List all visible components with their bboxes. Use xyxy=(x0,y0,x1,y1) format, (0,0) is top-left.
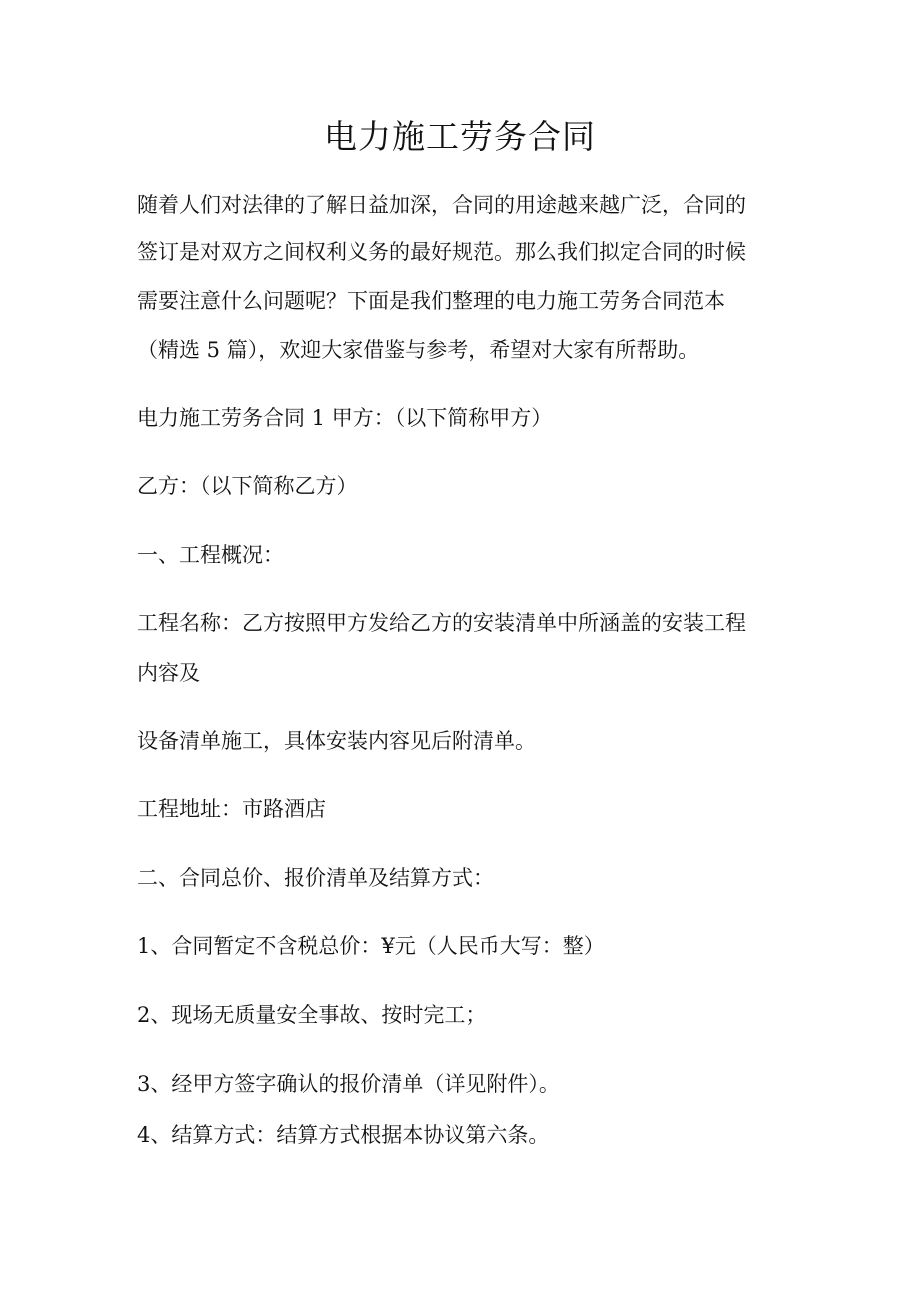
document-title: 电力施工劳务合同 xyxy=(324,117,596,156)
project-name-line-1: 工程名称：乙方按照甲方发给乙方的安装清单中所涵盖的安装工程 xyxy=(137,611,746,635)
clause-3: 3、经甲方签字确认的报价清单（详见附件）。 xyxy=(137,1072,560,1096)
clause-4: 4、结算方式：结算方式根据本协议第六条。 xyxy=(137,1123,550,1147)
section-two-heading: 二、合同总价、报价清单及结算方式： xyxy=(137,866,494,890)
intro-line-2: 签订是对双方之间权利义务的最好规范。那么我们拟定合同的时候 xyxy=(137,240,746,264)
project-name-line-2: 内容及 xyxy=(137,661,200,685)
contract-heading-party-a: 电力施工劳务合同 1 甲方：（以下简称甲方） xyxy=(137,406,553,430)
clause-1: 1、合同暂定不含税总价：¥元（人民币大写：整） xyxy=(137,934,605,958)
clause-2: 2、现场无质量安全事故、按时完工； xyxy=(137,1003,487,1027)
intro-line-4: （精选 5 篇），欢迎大家借鉴与参考，希望对大家有所帮助。 xyxy=(137,338,700,362)
intro-line-1: 随着人们对法律的了解日益加深，合同的用途越来越广泛，合同的 xyxy=(137,193,746,217)
intro-line-3: 需要注意什么问题呢？下面是我们整理的电力施工劳务合同范本 xyxy=(137,289,725,313)
project-address-line: 工程地址：市路酒店 xyxy=(137,797,326,821)
project-name-line-3: 设备清单施工，具体安装内容见后附清单。 xyxy=(137,729,536,753)
party-b-line: 乙方：（以下简称乙方） xyxy=(137,474,358,498)
section-one-heading: 一、工程概况： xyxy=(137,543,284,567)
